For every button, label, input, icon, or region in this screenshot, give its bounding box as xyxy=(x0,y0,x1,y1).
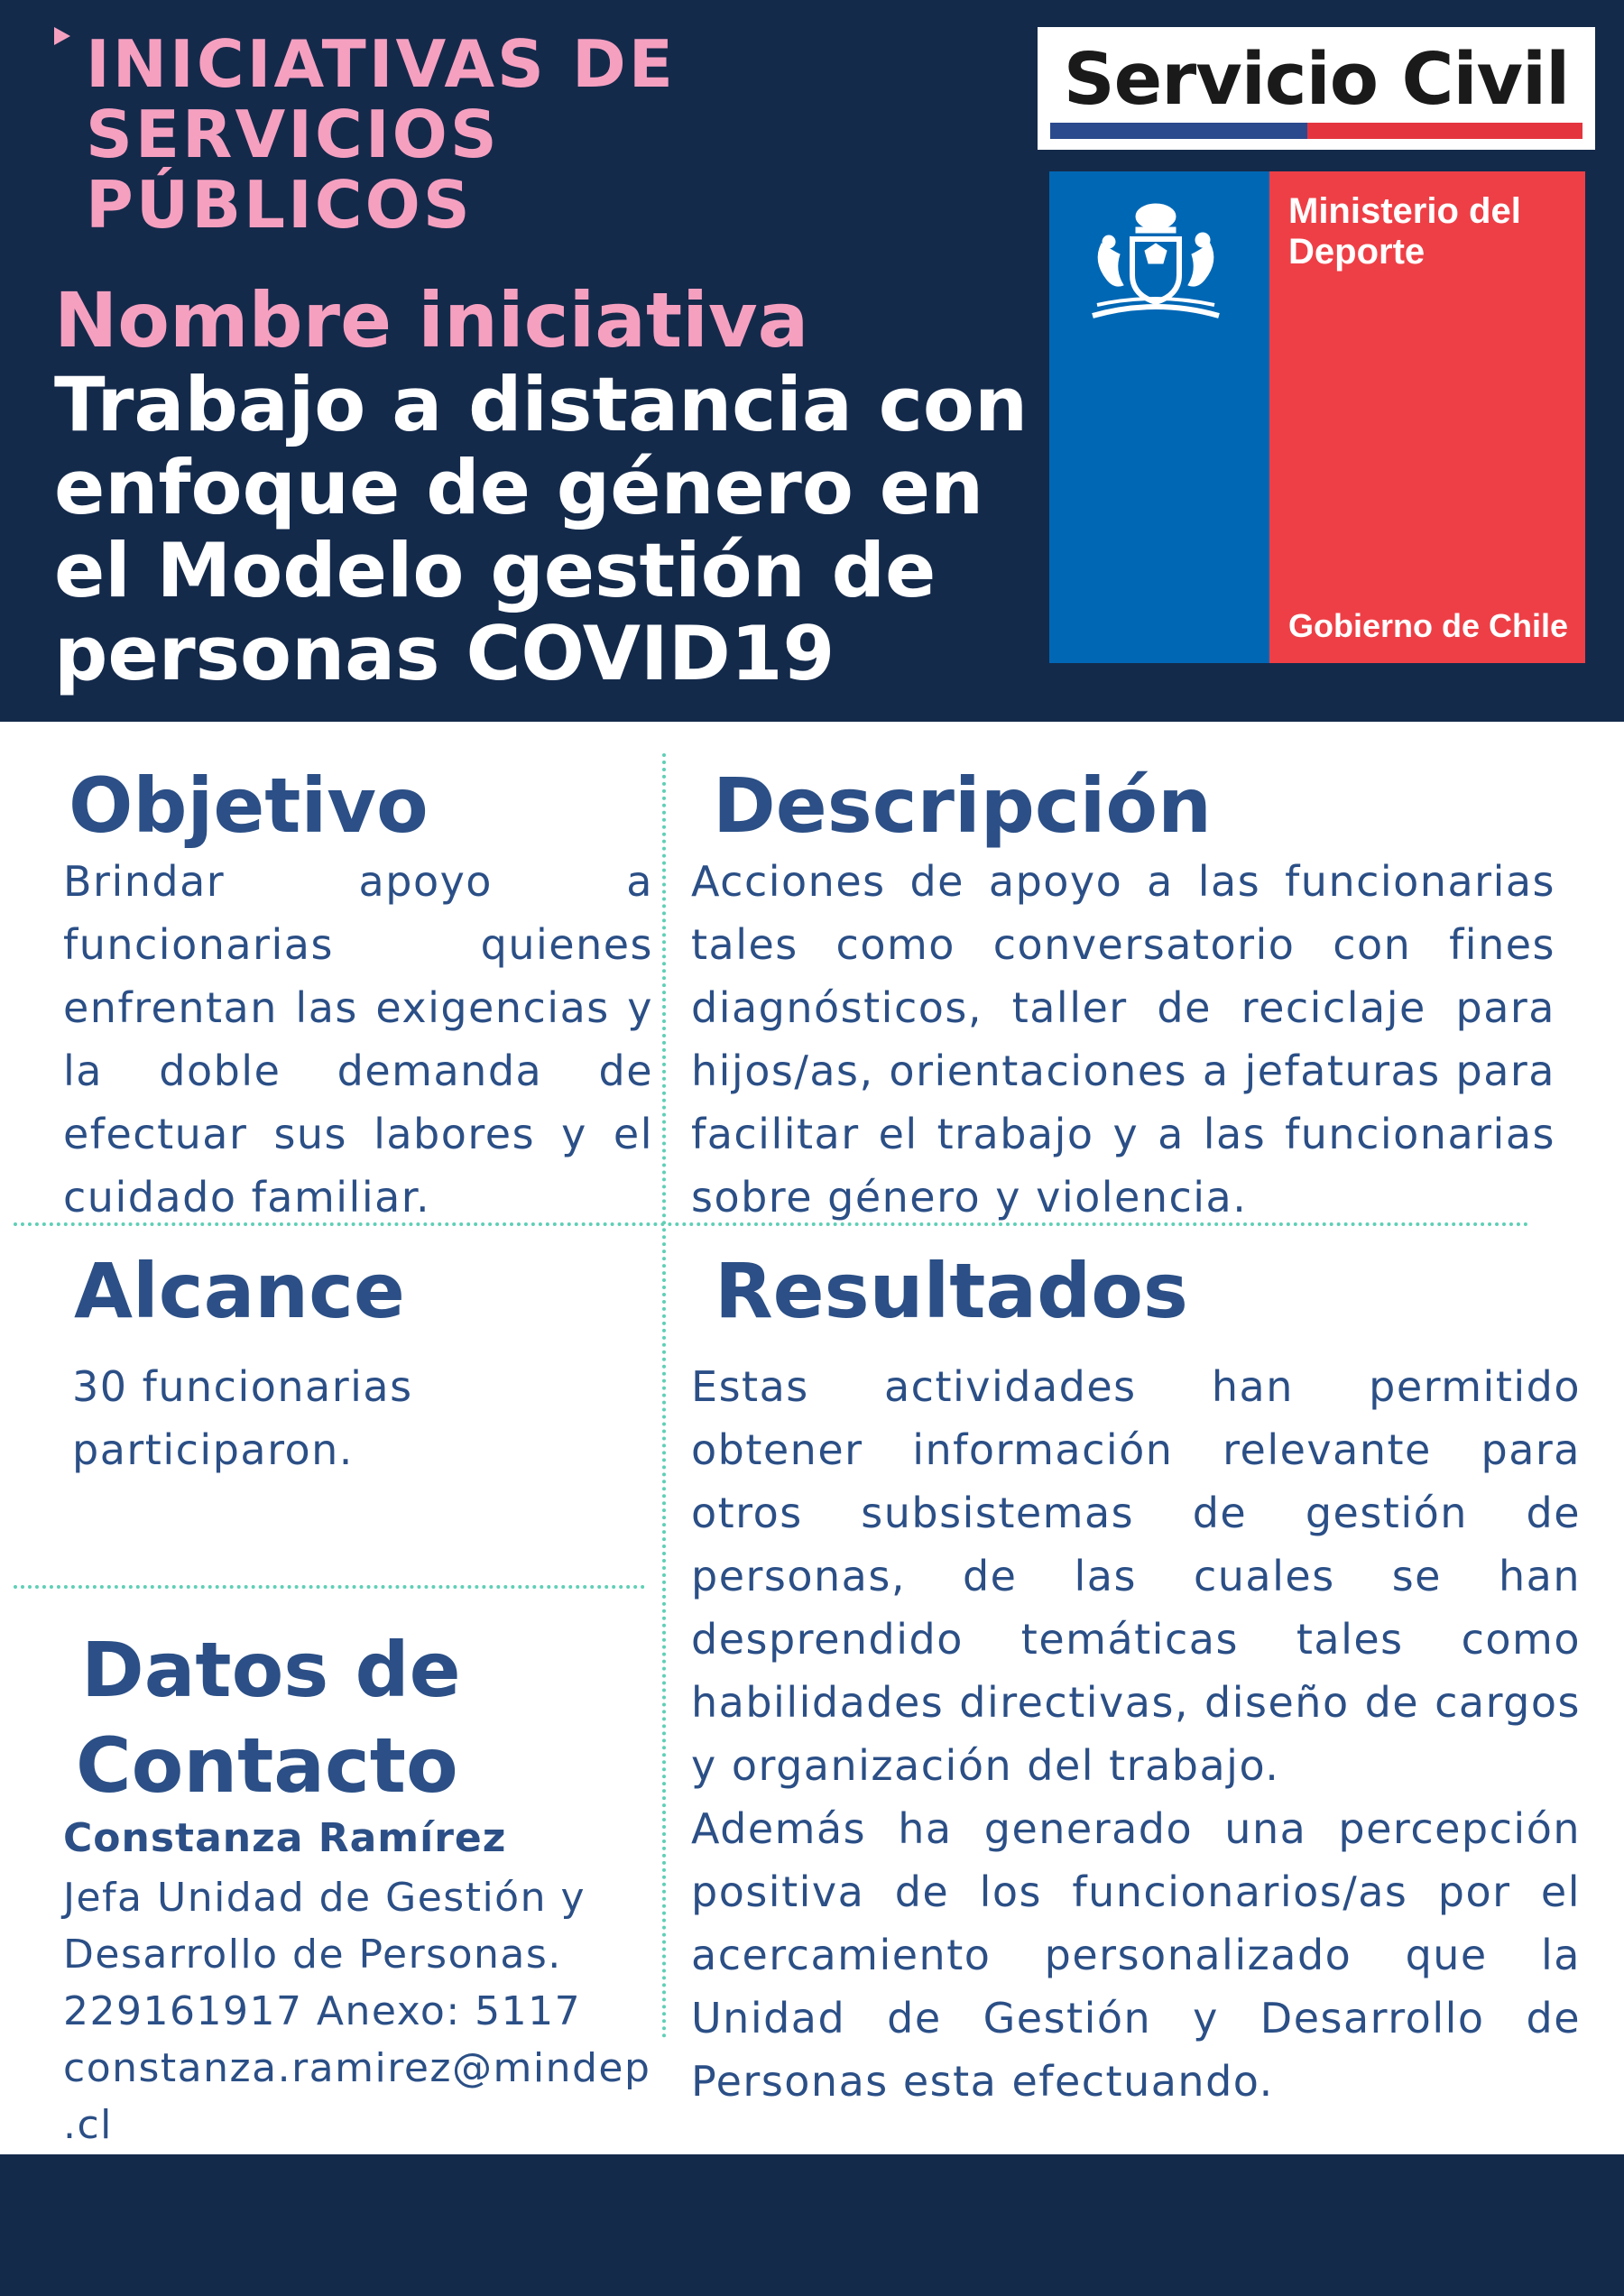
contacto-heading-line-2: Contacto xyxy=(76,1721,458,1810)
descripcion-text: Acciones de apoyo a las funcionarias tales como conversatorio con fines diagnósticos, taller de reciclaje para hijos/as, orientaciones a jefaturas para facilitar el trabajo y a las funcionarias sobre género y violencia. xyxy=(691,857,1555,1222)
initiative-title: Trabajo a distancia con enfoque de género en el Modelo gestión de personas COVID19 xyxy=(54,361,1029,697)
ministerio-logo xyxy=(1049,171,1585,663)
triangle-bullet-icon xyxy=(54,27,70,45)
horizontal-divider-left xyxy=(14,1585,645,1589)
contact-email[interactable]: constanza.ramirez@mindep xyxy=(63,2045,651,2091)
contact-role-line-1: Jefa Unidad de Gestión y xyxy=(63,1875,586,1921)
initiative-name-label: Nombre iniciativa xyxy=(54,276,809,364)
alcance-text: 30 funcionarias participaron. xyxy=(72,1362,413,1474)
objetivo-text: Brindar apoyo a funcionarias quienes enfrentan las exigencias y la doble demanda de efectuar sus labores y el cuidado familiar. xyxy=(63,857,653,1222)
coat-of-arms-icon xyxy=(1066,189,1246,334)
servicio-civil-logo xyxy=(1038,27,1595,150)
vertical-divider xyxy=(662,753,666,2039)
gobierno-de-chile: Gobierno de Chile xyxy=(1288,607,1569,644)
resultados-heading: Resultados xyxy=(715,1247,1188,1335)
resultados-text-2: Además ha generado una percepción positiva de los funcionarios/as por el acercamiento personalizado que la Unidad de Gestión y Desarrollo de Personas esta efectuando. xyxy=(691,1804,1581,2106)
contact-email-suffix[interactable]: .cl xyxy=(63,2102,113,2148)
logo-bar-red xyxy=(1307,123,1582,139)
footer-band xyxy=(0,2154,1624,2296)
contacto-heading-line-1: Datos de xyxy=(81,1626,461,1714)
contact-details xyxy=(63,1869,651,2153)
contact-phone: 229161917 Anexo: 5117 xyxy=(63,1988,582,2034)
alcance-heading: Alcance xyxy=(74,1247,405,1335)
ministerio-name: Ministerio del Deporte xyxy=(1288,191,1521,272)
objetivo-heading: Objetivo xyxy=(69,761,429,850)
logo-bar-blue xyxy=(1050,123,1307,139)
contact-role-line-2: Desarrollo de Personas. xyxy=(63,1932,562,1978)
servicio-civil-wordmark: Servicio Civil xyxy=(1063,38,1570,121)
contact-person-name: Constanza Ramírez xyxy=(63,1815,507,1861)
resultados-text: Estas actividades han permitido obtener información relevante para otros subsistemas de gestión de personas, de las cuales se han desprendido temáticas tales como habilidades directivas, diseño de cargos y organización del trabajo. xyxy=(691,1362,1581,1790)
kicker-title: INICIATIVAS DE SERVICIOS PÚBLICOS xyxy=(86,26,676,243)
descripcion-heading: Descripción xyxy=(713,761,1212,850)
